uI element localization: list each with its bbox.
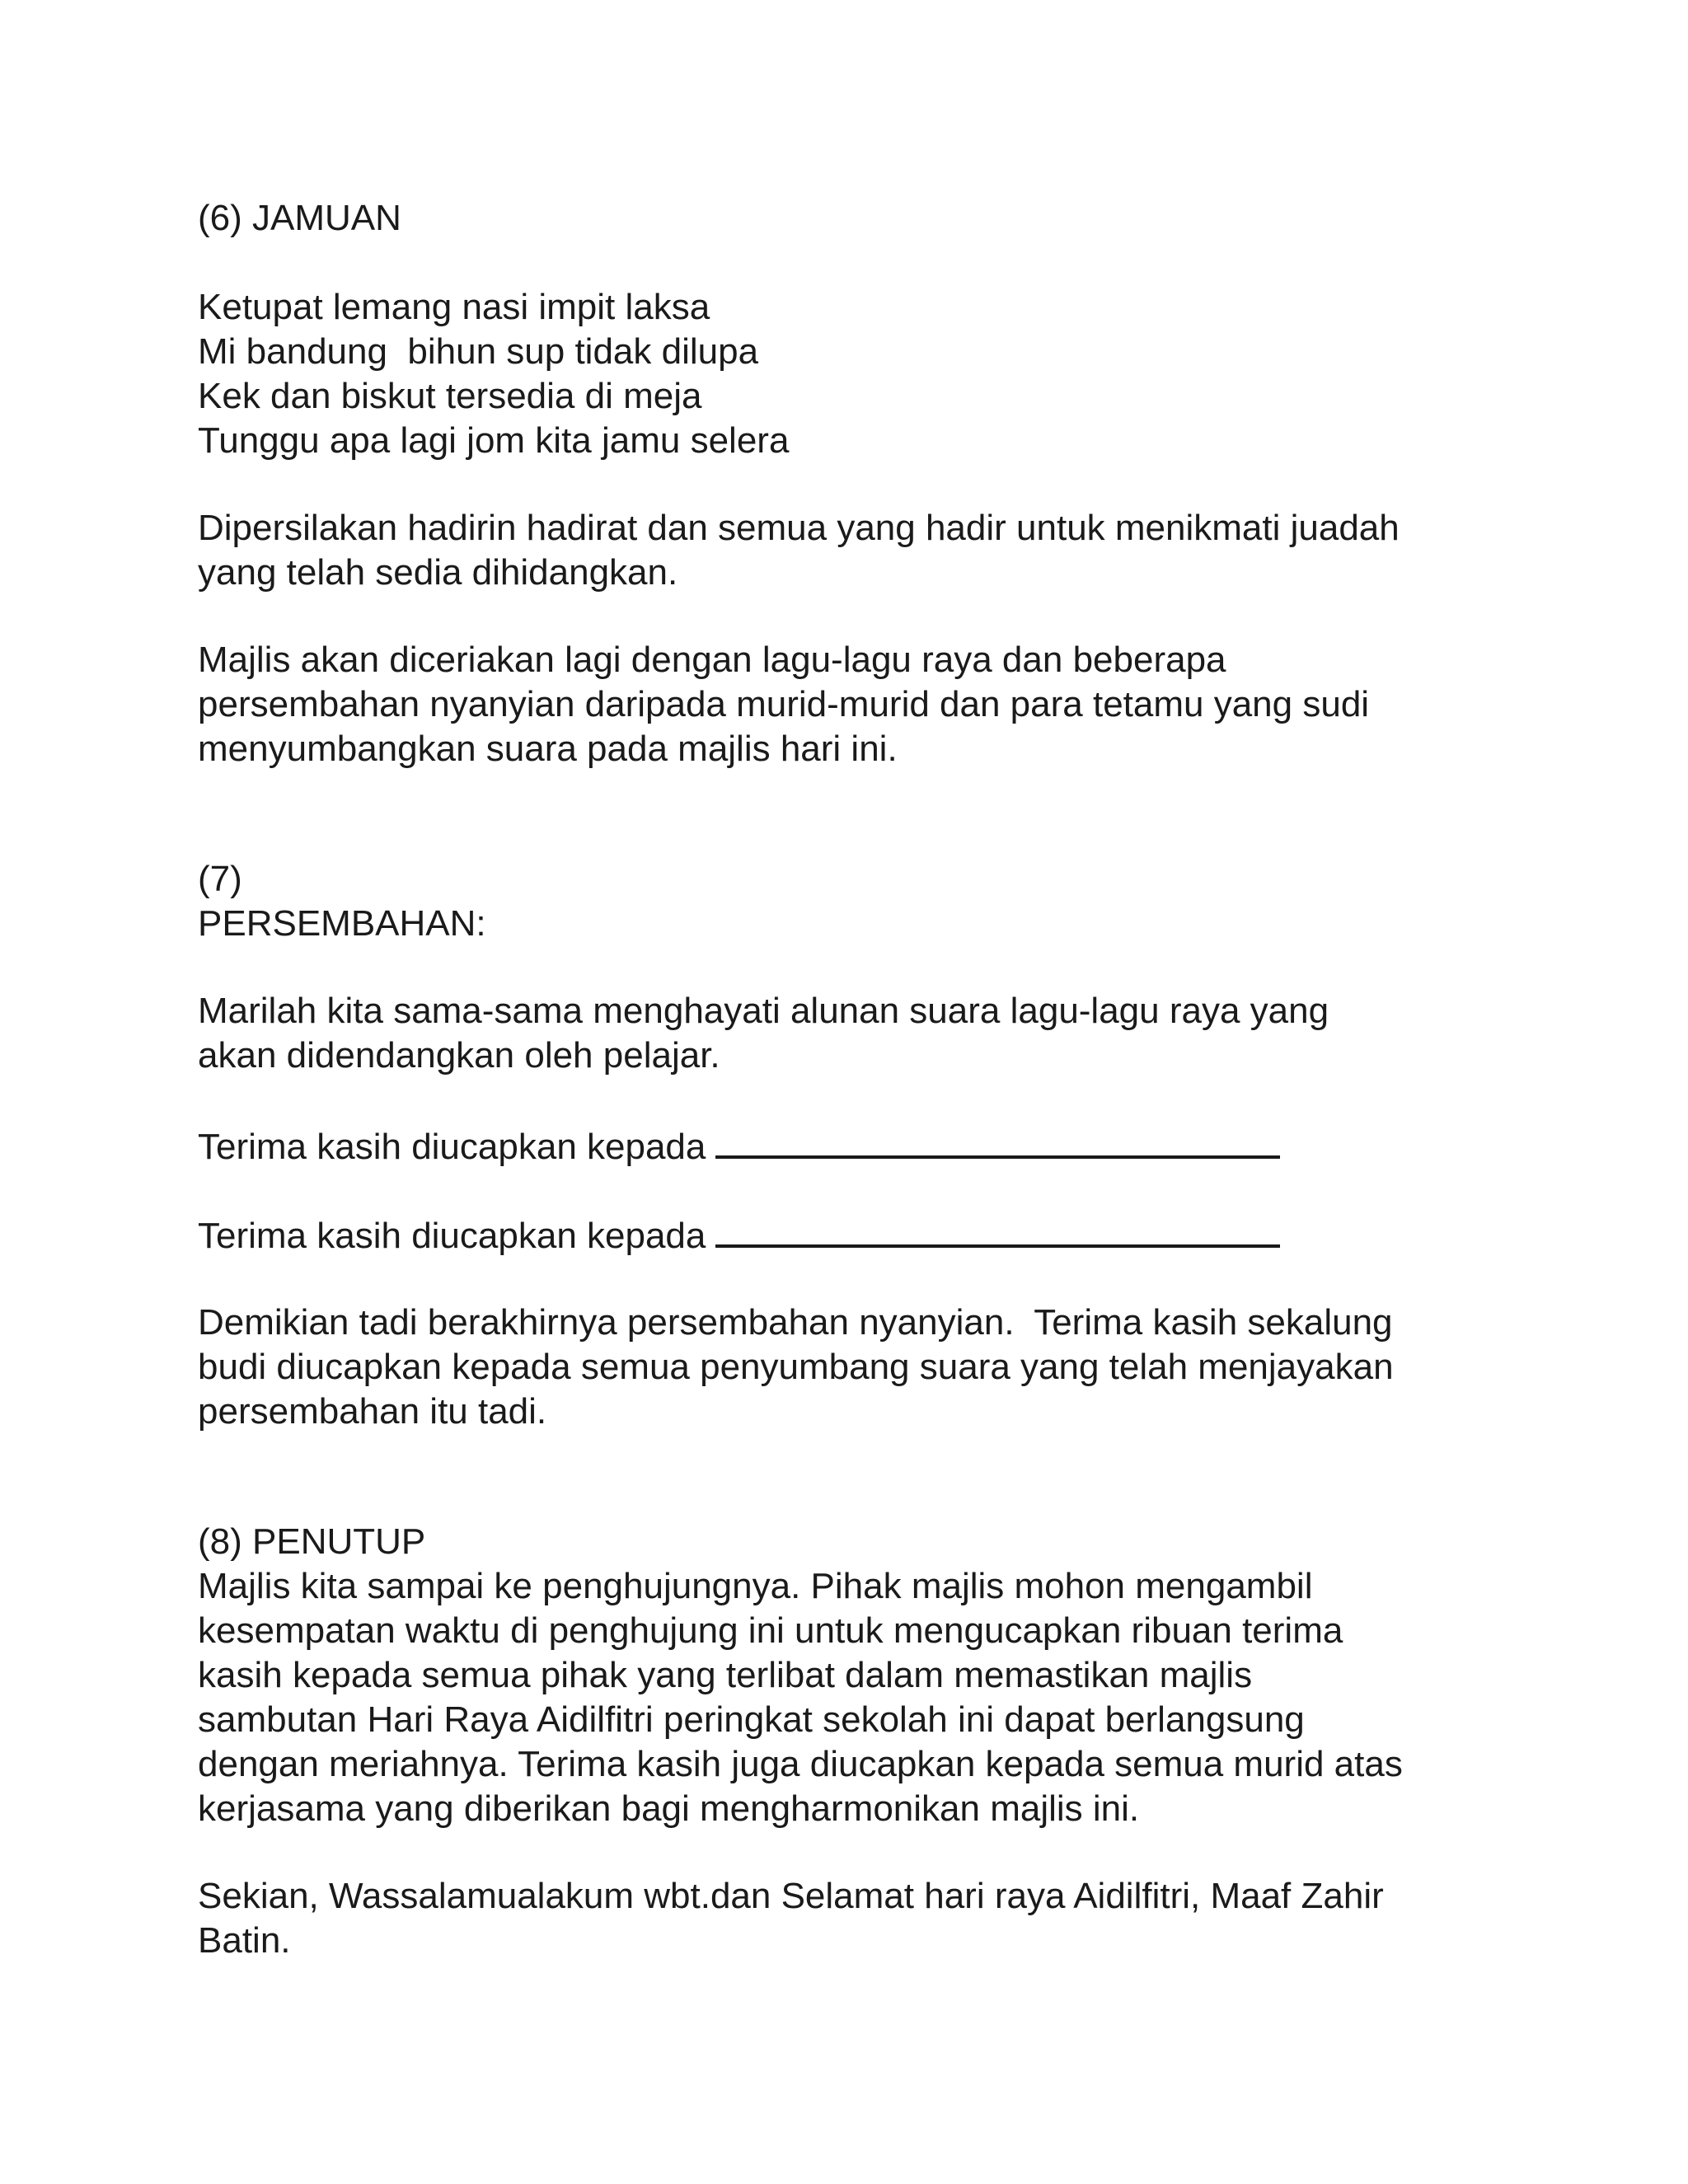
section-7-para2-line-3: persembahan itu tadi. xyxy=(198,1391,547,1432)
section-6-heading: (6) JAMUAN xyxy=(198,198,401,238)
section-8-para1-line-5: dengan meriahnya. Terima kasih juga diucapkan kepada semua murid atas xyxy=(198,1744,1403,1784)
section-7-number: (7) xyxy=(198,859,242,899)
section-8-heading: (8) PENUTUP xyxy=(198,1521,426,1562)
thanks-line-2 xyxy=(198,1212,1280,1258)
thanks-line-2-text: Terima kasih diucapkan kepada xyxy=(198,1216,706,1256)
section-8-para1-line-2: kesempatan waktu di penghujung ini untuk mengucapkan ribuan terima xyxy=(198,1610,1343,1651)
thanks-line-1-text: Terima kasih diucapkan kepada xyxy=(198,1127,706,1167)
section-6-para1-line-1: Dipersilakan hadirin hadirat dan semua yang hadir untuk menikmati juadah xyxy=(198,508,1400,548)
pantun-line-1: Ketupat lemang nasi impit laksa xyxy=(198,287,710,327)
section-8-para1-line-6: kerjasama yang diberikan bagi mengharmonikan majlis ini. xyxy=(198,1788,1140,1829)
fill-in-blank-2 xyxy=(715,1212,1280,1248)
section-7-heading: PERSEMBAHAN: xyxy=(198,903,486,944)
pantun-line-3: Kek dan biskut tersedia di meja xyxy=(198,376,702,416)
pantun-line-4: Tunggu apa lagi jom kita jamu selera xyxy=(198,420,790,461)
section-6-para2-line-1: Majlis akan diceriakan lagi dengan lagu-lagu raya dan beberapa xyxy=(198,640,1226,680)
section-8-para1-line-3: kasih kepada semua pihak yang terlibat dalam memastikan majlis xyxy=(198,1655,1253,1695)
section-6-para2-line-3: menyumbangkan suara pada majlis hari ini. xyxy=(198,729,898,769)
section-8-para1-line-4: sambutan Hari Raya Aidilfitri peringkat sekolah ini dapat berlangsung xyxy=(198,1699,1305,1740)
section-6-para2-line-2: persembahan nyanyian daripada murid-murid dan para tetamu yang sudi xyxy=(198,684,1370,724)
fill-in-blank-1 xyxy=(715,1122,1280,1159)
section-7-para1-line-1: Marilah kita sama-sama menghayati alunan suara lagu-lagu raya yang xyxy=(198,991,1329,1031)
thanks-line-1 xyxy=(198,1122,1280,1169)
section-7-para2-line-1: Demikian tadi berakhirnya persembahan nyanyian. Terima kasih sekalung xyxy=(198,1302,1393,1343)
section-6-para1-line-2: yang telah sedia dihidangkan. xyxy=(198,552,678,593)
closing-line-2: Batin. xyxy=(198,1920,291,1961)
pantun-line-2: Mi bandung bihun sup tidak dilupa xyxy=(198,331,759,372)
section-8-para1-line-1: Majlis kita sampai ke penghujungnya. Pihak majlis mohon mengambil xyxy=(198,1566,1313,1606)
section-7-para2-line-2: budi diucapkan kepada semua penyumbang suara yang telah menjayakan xyxy=(198,1347,1394,1387)
section-7-para1-line-2: akan didendangkan oleh pelajar. xyxy=(198,1035,720,1076)
closing-line-1: Sekian, Wassalamualakum wbt.dan Selamat hari raya Aidilfitri, Maaf Zahir xyxy=(198,1876,1384,1916)
